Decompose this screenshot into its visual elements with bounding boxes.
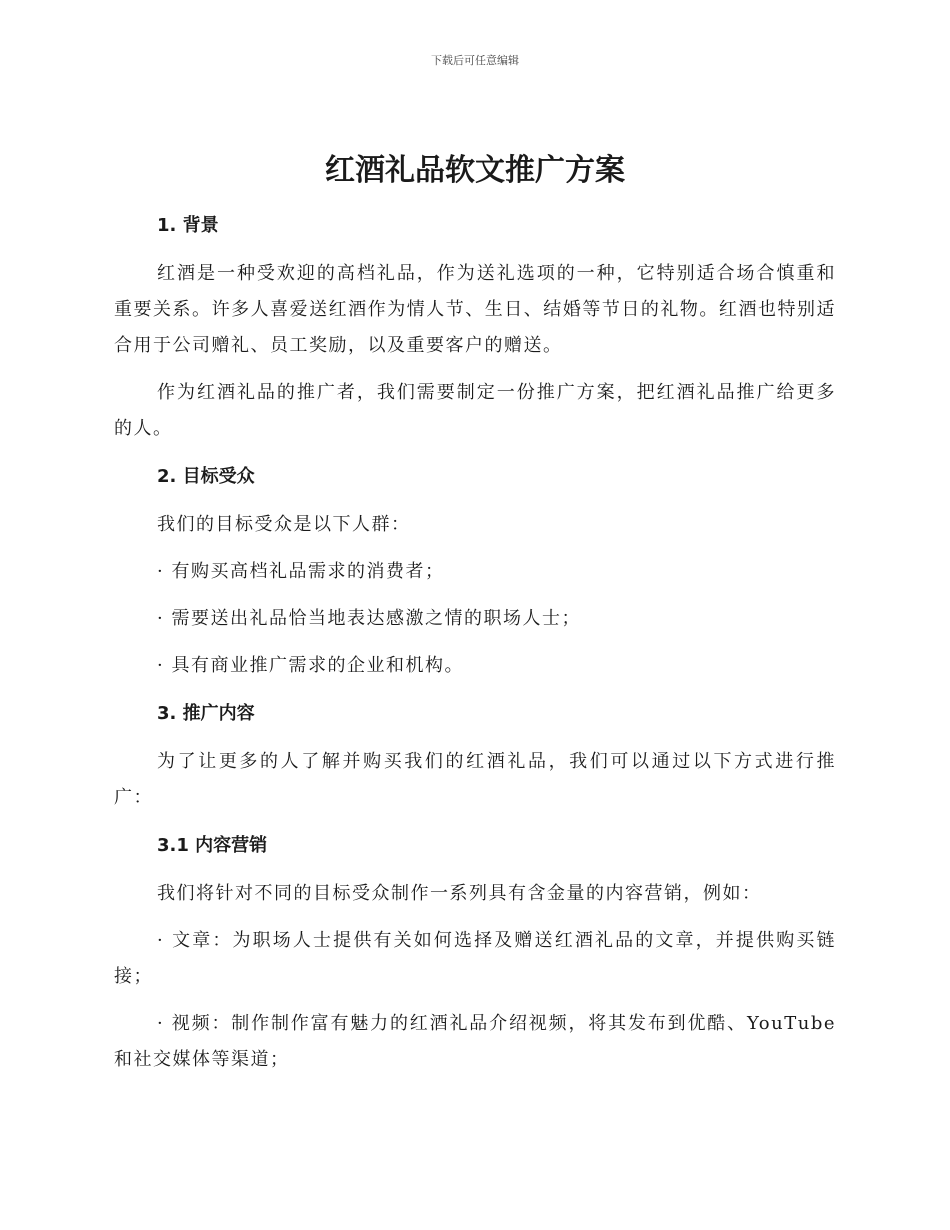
audience-intro: 我们的目标受众是以下人群： <box>157 514 411 535</box>
document-body <box>114 148 836 1078</box>
list-item: · 有购买高档礼品需求的消费者； <box>157 561 445 582</box>
background-paragraph-2: 作为红酒礼品的推广者，我们需要制定一份推广方案，把红酒礼品推广给更多的人。 <box>114 382 836 439</box>
document-title: 红酒礼品软文推广方案 <box>325 153 625 188</box>
section-heading-promotion: 3. 推广内容 <box>157 703 255 724</box>
page-header-note: 下载后可任意编辑 <box>431 54 519 67</box>
list-item: · 视频：制作制作富有魅力的红酒礼品介绍视频，将其发布到优酷、YouTube 和社交媒体等渠道； <box>114 1013 836 1070</box>
content-marketing-intro: 我们将针对不同的目标受众制作一系列具有含金量的内容营销，例如： <box>157 883 762 904</box>
list-item: · 文章：为职场人士提供有关如何选择及赠送红酒礼品的文章，并提供购买链接； <box>114 930 836 987</box>
section-heading-audience: 2. 目标受众 <box>157 466 255 487</box>
promotion-intro: 为了让更多的人了解并购买我们的红酒礼品，我们可以通过以下方式进行推广： <box>114 751 836 808</box>
list-item: · 具有商业推广需求的企业和机构。 <box>157 655 464 676</box>
list-item: · 需要送出礼品恰当地表达感激之情的职场人士； <box>157 608 581 629</box>
section-heading-background: 1. 背景 <box>157 215 219 236</box>
section-heading-content-marketing: 3.1 内容营销 <box>157 835 268 856</box>
background-paragraph-1: 红酒是一种受欢迎的高档礼品，作为送礼选项的一种，它特别适合场合慎重和重要关系。许多人喜爱送红酒作为情人节、生日、结婚等节日的礼物。红酒也特别适合用于公司赠礼、员工奖励，以及重要客户的赠送。 <box>114 263 836 356</box>
